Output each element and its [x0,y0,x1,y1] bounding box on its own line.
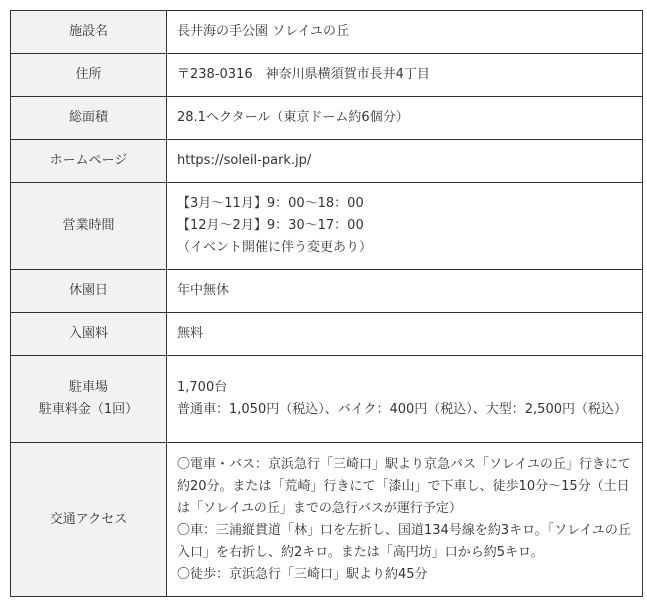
table-row [11,11,643,54]
row-label-address: 住所 [11,54,167,97]
total-area-text: 28.1ヘクタール（東京ドーム約6個分） [177,110,409,125]
closed-days-text: 年中無休 [177,283,230,298]
hours-summer-text: 【3月〜11月】9：00〜18：00 [177,196,364,211]
row-value-total-area [167,97,643,140]
table-row [11,183,643,270]
address-text: 〒238-0316 神奈川県横須賀市長井4丁目 [177,67,430,82]
table-row [11,54,643,97]
row-value-homepage [167,140,643,183]
admission-text: 無料 [177,326,204,341]
row-label-admission: 入園料 [11,313,167,356]
parking-label: 駐車場 [68,380,108,395]
facility-name-text: 長井海の手公園 ソレイユの丘 [177,24,349,39]
homepage-link[interactable]: https://soleil-park.jp/ [177,153,312,168]
parking-capacity-text: 1,700台 [177,380,228,395]
row-value-parking [167,356,643,443]
row-label-total-area: 総面積 [11,97,167,140]
table-row [11,270,643,313]
row-value-admission [167,313,643,356]
row-value-closed-days [167,270,643,313]
row-label-facility-name: 施設名 [11,11,167,54]
row-value-facility-name [167,11,643,54]
row-label-closed-days: 休園日 [11,270,167,313]
parking-fee-text: 普通車：1,050円（税込）、バイク：400円（税込）、大型：2,500円（税込） [177,402,627,417]
table-row [11,97,643,140]
row-label-access: 交通アクセス [11,443,167,597]
table-row [11,313,643,356]
table-row [11,356,643,443]
row-value-business-hours [167,183,643,270]
access-car-text: 〇車：三浦縦貫道「林」口を左折し、国道134号線を約3キロ。「ソレイユの丘入口」を右折し、約2キロ。または「高円坊」口から約5キロ。 [177,522,631,560]
row-label-business-hours: 営業時間 [11,183,167,270]
parking-fee-label: 駐車料金（1回） [38,402,139,417]
access-walk-text: 〇徒歩：京浜急行「三崎口」駅より約45分 [177,566,428,582]
table-row [11,140,643,183]
row-label-homepage: ホームページ [11,140,167,183]
row-label-parking [11,356,167,443]
access-train-bus-text: 〇電車・バス：京浜急行「三崎口」駅より京急バス「ソレイユの丘」行きにて約20分。または「荒崎」行きにて「漆山」で下車し、徒歩10分〜15分（土日は「ソレイユの丘」までの急行バスが運行予定） [177,456,631,516]
hours-winter-text: 【12月〜2月】9：30〜17：00 [177,218,364,233]
row-value-access [167,443,643,597]
facility-info-table [10,10,643,597]
row-value-address [167,54,643,97]
table-row [11,443,643,597]
hours-note-text: （イベント開催に伴う変更あり） [177,240,373,255]
